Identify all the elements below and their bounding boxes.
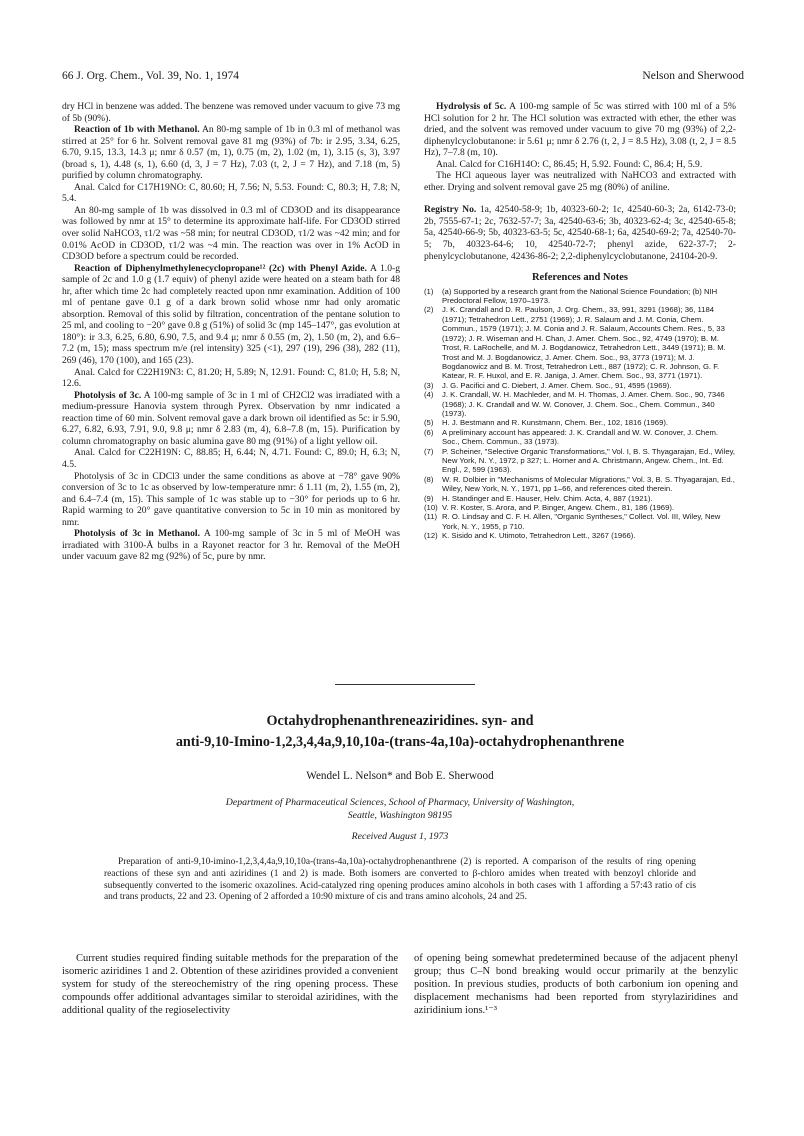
reference-item [424, 418, 736, 427]
reference-item [424, 305, 736, 380]
reference-text: P. Scheiner, "Selective Organic Transformations," Vol. I, B. S. Thyagarajan, Ed., Wiley, New York, N. Y., 1972, p 327; L. Horner and A. Christmann, Angew. Chem., Int. Ed. Engl., 2, 599 (1963). [442, 446, 736, 475]
received-date: Received August 1, 1973 [351, 831, 449, 842]
running-header [62, 70, 744, 84]
reference-text: V. R. Koster, S. Arora, and P. Binger, Angew. Chem., 81, 186 (1969). [442, 503, 675, 512]
reference-item [424, 512, 736, 531]
reference-number: (4) [424, 390, 434, 400]
paragraph-heading: Photolysis of 3c in Methanol. [74, 528, 200, 540]
paragraph-text: A 100-mg sample of 3c in 1 ml of CH2Cl2 was irradiated with a medium-pressure Hanovia system through Pyrex. Observation by nmr indicated a reaction time of 60 min. Solvent removal gave a dark brown oil identified as 5c: ir 5.90, 6.27, 6.82, 6.93, 7.91, 9.0, 9.8 μ; nmr δ 2.83 (m, 4), 6.8–7.8 (m, 15). Purification by column chromatography on basic alumina gave 80 mg (91%) of a light yellow oil. [62, 389, 400, 447]
registry-numbers [424, 204, 736, 262]
right_column-paragraph [424, 170, 736, 193]
paragraph-heading: Reaction of Diphenylmethylenecyclopropane¹² (2c) with Phenyl Azide. [74, 262, 367, 274]
affiliation-line2: Seattle, Washington 98195 [347, 810, 453, 821]
paragraph-text: The HCl aqueous layer was neutralized with NaHCO3 and extracted with ether. Drying and solvent removal gave 25 mg (80%) of aniline. [424, 170, 736, 193]
reference-item [424, 447, 736, 475]
running-authors: Nelson and Sherwood [642, 70, 744, 82]
right_column-paragraph [424, 159, 736, 171]
paragraph-heading: Reaction of 1b with Methanol. [74, 124, 200, 136]
article-title-line2: anti-9,10-Imino-1,2,3,4,4a,9,10,10a-(trans-4a,10a)-octahydrophenanthrene [175, 734, 625, 750]
paragraph-text: A 100-mg sample of 3c in 5 ml of MeOH was irradiated with 3100-Å bulbs in a Rayonet reactor for 3 hr. Removal of the MeOH under vacuum gave 82 mg (92%) of 5c, pure by nmr. [62, 528, 401, 563]
reference-item [424, 531, 736, 540]
right_column-paragraph [424, 101, 736, 159]
references-title: References and Notes [531, 272, 629, 284]
paragraph-text: An 80-mg sample of 1b was dissolved in 0.3 ml of CD3OD and its disappearance was followed by nmr at 15° to determine its approximate half-life. For CD3OD stirred over solid NaHCO3, τ1/2 was ~58 min; for neutral CD3OD, τ1/2 was ~42 min; and for 0.01% AcOD in CD3OD, τ1/2 was ~4 min. The reaction was over in 1% AcOD in CD3OD before a spectrum could be recorded. [62, 204, 400, 263]
experimental-continued [424, 101, 736, 193]
reference-number: (1) [424, 286, 434, 296]
left_column-paragraph [62, 124, 400, 182]
abstract: Preparation of anti-9,10-imino-1,2,3,4,4a,9,10,10a-(trans-4a,10a)-octahydrophenanthrene (2) is reported. A comparison of the results of ring opening reactions of these syn and anti aziridines (1 and 2) is made. Both isomers are converted to β-chloro amides when treated with benzoyl chloride and subsequently converted to the isomeric oxazolines. Acid-catalyzed ring opening produces amino alcohols in both cases with 1 affording a 57:43 ratio of cis and trans products, 22 and 23. Opening of 2 afforded a 10:90 mixture of cis and trans amino alcohols, 24 and 25. [104, 857, 696, 903]
intro-right-column: of opening being somewhat predetermined because of the adjacent phenyl group; thus C–N bond breaking would occur primarily at the benzylic position. In previous studies, products of both carbonium ion opening and displacement mechanisms had been reported from styrylaziridines and aziridinium ions.¹⁻³ [414, 953, 738, 1016]
reference-number: (9) [424, 493, 434, 503]
reference-text: A preliminary account has appeared: J. K. Crandall and W. W. Conover, J. Chem. Soc., Chem. Commun., 33 (1973). [442, 427, 719, 447]
paragraph-text: dry HCl in benzene was added. The benzene was removed under vacuum to give 73 mg of 5b (90%). [62, 101, 400, 124]
affiliation-line1: Department of Pharmaceutical Sciences, School of Pharmacy, University of Washington, [225, 797, 575, 808]
reference-item [424, 503, 736, 512]
reference-item [424, 287, 736, 306]
reference-item [424, 390, 736, 418]
left_column-paragraph [62, 263, 400, 367]
reference-number: (11) [424, 512, 438, 522]
reference-item [424, 475, 736, 494]
left_column-paragraph [62, 528, 400, 563]
reference-number: (2) [424, 305, 434, 315]
paragraph-text: Anal. Calcd for C17H19NO: C, 80.60; H, 7.56; N, 5.53. Found: C, 80.3; H, 7.8; N, 5.4. [62, 181, 400, 205]
paragraph-heading: Hydrolysis of 5c. [436, 101, 507, 112]
paragraph-text: A 1.0-g sample of 2c and 1.0 g (1.7 equiv) of phenyl azide were heated on a steam bath for 48 hr, after which time 2c had completely reacted upon nmr examination. Addition of 100 ml of pentane gave 0.1 g of a dark brown solid whose nmr had only aromatic absorption. Removal of this solid by filtration, concentration of the pentane solution to 25 ml, and cooling to −20° gave 0.8 g (51%) of solid 3c (mp 145–147°, gas evolution at 180°): ir 3.3, 6.25, 6.80, 6.90, 7.5, and 9.4 μ; nmr δ 0.55 (m, 2), 1.50 (m, 2), and 6.6–7.2 (m, 15); mass spectrum m/e (rel intensity) 325 (<1), 297 (19), 296 (38), 282 (11), 269 (46), 170 (100), and 165 (23). [62, 262, 400, 367]
paragraph-heading: Photolysis of 3c. [74, 389, 142, 401]
intro-left-column: Current studies required finding suitable methods for the preparation of the isomeric aziridines 1 and 2. Obtention of these aziridines provided a convenient system for study of the stereochemistry of the ring opening process. These compounds offer additional advantages similar to steroidal aziridines, with the additional quality of the regioselectivity [62, 953, 398, 1016]
reference-item [424, 428, 736, 447]
reference-number: (8) [424, 474, 434, 484]
left_column-paragraph [62, 447, 400, 470]
reference-number: (7) [424, 446, 434, 456]
journal-citation: 66 J. Org. Chem., Vol. 39, No. 1, 1974 [62, 70, 239, 82]
left_column-paragraph [62, 101, 400, 124]
reference-text: K. Sisido and K. Utimoto, Tetrahedron Lett., 3267 (1966). [442, 531, 636, 541]
left_column-paragraph [62, 205, 400, 263]
reference-text: H. J. Bestmann and R. Kunstmann, Chem. Ber., 102, 1816 (1969). [442, 418, 669, 428]
reference-item [424, 494, 736, 503]
registry-text: 1a, 42540-58-9; 1b, 40323-60-2; 1c, 42540-60-3; 2a, 6142-73-0; 2b, 7555-67-1; 2c, 7632-57-7; 3a, 42540-63-6; 3b, 40323-62-4; 3c, 42540-65-8; 5a, 42540-66-9; 5b, 40323-63-5; 5c, 42540-68-1; 6a, 42540-69-2; 7a, 42540-70-5; 7b, 40323-64-6; 10, 42540-72-7; phenyl azide, 622-37-7; 2-phenylcyclobutanone, 42436-86-2; 2,2-diphenylcyclobutanone, 24104-20-9. [424, 204, 736, 262]
reference-text: J. K. Crandall, W. H. Machleder, and M. H. Thomas, J. Amer. Chem. Soc., 90, 7346 (1968); J. K. Crandall and W. W. Conover, J. Chem. Soc., Chem. Commun., 340 (1973). [442, 390, 725, 418]
left-column [62, 101, 400, 563]
paragraph-text: A 100-mg sample of 5c was stirred with 100 ml of a 5% HCl solution for 2 hr. The HCl solution was extracted with ether, the ether was dried, and the solvent was removed under vacuum to give 70 mg (93%) of 2,2-diphenylcyclobutanone: ir 5.61 μ; nmr δ 2.76 (t, 2, J = 8.5 Hz), 3.08 (t, 2, J = 8.5 Hz), 7–7.8 (m, 10). [424, 101, 736, 159]
article-title-line1: Octahydrophenanthreneaziridines. syn- and [266, 713, 534, 729]
right-column [424, 101, 736, 541]
reference-number: (10) [424, 503, 438, 512]
reference-item [424, 381, 736, 390]
article-authors: Wendel L. Nelson* and Bob E. Sherwood [306, 770, 494, 782]
paragraph-text: Anal. Calcd for C22H19N: C, 88.85; H, 6.44; N, 4.71. Found: C, 89.0; H, 6.3; N, 4.5. [62, 447, 400, 470]
registry-heading: Registry No. [424, 204, 477, 216]
left_column-paragraph [62, 471, 400, 529]
reference-text: (a) Supported by a research grant from the National Science Foundation; (b) NIH Predoctoral Fellow, 1970–1973. [442, 286, 718, 306]
reference-number: (6) [424, 427, 434, 437]
affiliation [62, 796, 738, 822]
paragraph-text: Anal. Calcd for C16H14O: C, 86.45; H, 5.92. Found: C, 86.4; H, 5.9. [436, 158, 703, 170]
section-divider [335, 684, 475, 685]
reference-text: J. K. Crandall and D. R. Paulson, J. Org. Chem., 33, 991, 3291 (1968); 36, 1184 (1971); Tetrahedron Lett., 2751 (1969); J. R. Salaum and J. M. Conia, Chem. Commun., 1579 (1971); J. M. Conia and J. R. Salaum, Accounts Chem. Res., 5, 33 (1972); J. R. Wiseman and H. Chan, J. Amer. Chem. Soc., 92, 4749 (1970); B. M. Trost, R. LaRochelle, and M. J. Bogdanowicz, Tetrahedron Lett., 3449 (1971); B. M. Trost and M. J. Bogdanowicz, J. Amer. Chem. Soc., 93, 3773 (1971); M. J. Bogdanowicz and B. M. Trost, Tetrahedron Lett., 887 (1972); C. R. Johnson, G. F. Katear, R. F. Huxol, and E. R. Janiga, J. Amer. Chem. Soc., 93, 3771 (1971). [442, 305, 726, 381]
left_column-paragraph [62, 182, 400, 205]
paragraph-text: An 80-mg sample of 1b in 0.3 ml of methanol was stirred at 25° for 6 hr. Solvent removal gave 81 mg (93%) of 7b: ir 2.95, 3.34, 6.25, 6.70, 9.15, 13.3, 14.3 μ; nmr δ 0.57 (m, 1), 0.75 (m, 2), 1.02 (m, 1), 3.15 (s, 3), 3.97 (broad s, 1), 4.48 (s, 1), 6.60 (d, 3, J = 7 Hz), 7.03 (t, 2, J = 7 Hz), and 7.18 (m, 5) purified by column chromatography. [62, 124, 400, 182]
reference-text: J. G. Pacifici and C. Diebert, J. Amer. Chem. Soc., 91, 4595 (1969). [442, 380, 672, 390]
left_column-paragraph [62, 367, 400, 390]
paragraph-text: Photolysis of 3c in CDCl3 under the same conditions as above at −78° gave 90% conversion of 3c to 1c as observed by low-temperature nmr: δ 1.11 (m, 2), 1.55 (m, 2), and 6.4–7.4 (m, 15). This sample of 1c was stable up to −30° for periods up to 6 hr. Rapid warming to 20° gave quantitative conversion to 5c in 10 min as monitored by nmr. [62, 470, 400, 528]
reference-text: W. R. Dolbier in "Mechanisms of Molecular Migrations," Vol. 3, B. S. Thyagarajan, Ed., Wiley, New York, N. Y., 1971, pp 1–66, and references cited therein. [442, 474, 735, 494]
reference-number: (3) [424, 380, 434, 390]
reference-text: R. O. Lindsay and C. F. H. Allen, "Organic Syntheses," Collect. Vol. III, Wiley, New York, N. Y., 1955, p 710. [442, 512, 721, 531]
left_column-paragraph [62, 390, 400, 448]
reference-number: (5) [424, 418, 434, 428]
references-list [424, 287, 736, 541]
reference-number: (12) [424, 531, 438, 541]
reference-text: H. Standinger and E. Hauser, Helv. Chim. Acta, 4, 887 (1921). [442, 493, 653, 503]
paragraph-text: Anal. Calcd for C22H19N3: C, 81.20; H, 5.89; N, 12.91. Found: C, 81.0; H, 5.8; N, 12.6. [62, 366, 400, 390]
